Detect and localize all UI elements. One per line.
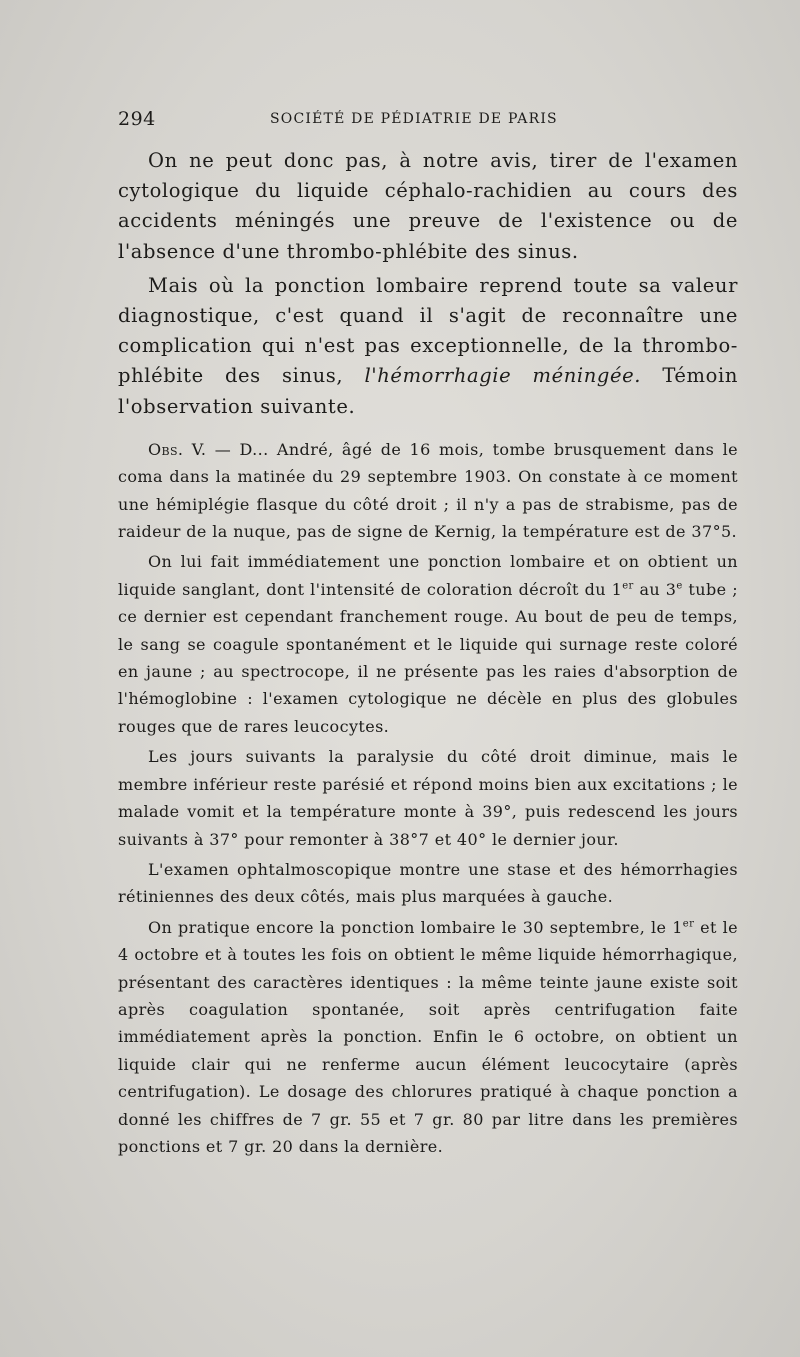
- observation-label: Obs. V.: [148, 439, 207, 459]
- paragraph-diagnostic: [118, 271, 738, 422]
- paragraph-text: au 3: [633, 579, 677, 599]
- paragraph-text: On lui fait immédiatement une ponction lombaire et on obtient un liquide sanglant, dont l'intensité de coloration décroît du 1: [118, 552, 738, 599]
- superscript: e: [676, 580, 683, 592]
- observation-paragraph: [118, 914, 738, 1161]
- paragraph-text: Témoin l'observation suivante.: [118, 364, 738, 418]
- observation-paragraph: L'examen ophtalmoscopique montre une stase et des hémorrhagies rétiniennes des deux côtés, mais plus marquées à gauche.: [118, 859, 738, 907]
- paragraph-conclusion: On ne peut donc pas, à notre avis, tirer de l'examen cytologique du liquide céphalo-rachidien au cours des accidents méningés une preuve de l'existence ou de l'absence d'une thrombo-phlébite des sinus.: [118, 149, 738, 263]
- observation-paragraph: [118, 548, 738, 740]
- page-number: 294: [118, 108, 156, 130]
- observation-paragraph: [118, 436, 738, 546]
- page-header: [118, 108, 736, 138]
- paragraph-text: — D... André, âgé de 16 mois, tombe brusquement dans le coma dans la matinée du 29 septembre 1903. On constate à ce moment une hémiplégie flasque du côté droit ; il n'y a pas de strabisme, pas de raideur de la nuque, pas de signe de Kernig, la température est de 37°5.: [118, 439, 738, 542]
- paragraph-text: et le 4 octobre et à toutes les fois on obtient le même liquide hémorrhagique, présentant des caractères identiques : la même teinte jaune existe soit après coagulation spontanée, soit après centrifugation faite immédiatement après la ponction. Enfin le 6 octobre, on obtient un liquide clair qui ne renferme aucun élément leucocytaire (après centrifugation). Le dosage des chlorures pratiqué à chaque ponction a donné les chiffres de 7 gr. 55 et 7 gr. 80 par litre dans les premières ponctions et 7 gr. 20 dans la dernière.: [118, 917, 738, 1156]
- paragraph-text: On pratique encore la ponction lombaire le 30 septembre, le 1: [148, 917, 683, 937]
- superscript: er: [682, 918, 695, 930]
- paragraph-text: tube ; ce dernier est cependant franchement rouge. Au bout de peu de temps, le sang se coagule spontanément et le liquide qui surnage reste coloré en jaune ; au spectrocope, il ne présente pas les raies d'absorption de l'hémoglobine : l'examen cytologique ne décèle en plus des globules rouges que de rares leucocytes.: [118, 579, 738, 736]
- paragraph-text: Mais où la ponction lombaire reprend toute sa valeur diagnostique, c'est quand il s'agit de reconnaître une complication qui n'est pas exceptionnelle, de la thrombo-phlébite des sinus,: [118, 273, 738, 388]
- running-title: SOCIÉTÉ DE PÉDIATRIE DE PARIS: [270, 111, 558, 127]
- observation-block: [118, 436, 738, 1161]
- superscript: er: [622, 580, 634, 592]
- observation-paragraph: Les jours suivants la paralysie du côté droit diminue, mais le membre inférieur reste parésié et répond moins bien aux excitations ; le malade vomit et la température monte à 39°, puis redescend les jours suivants à 37° pour remonter à 38°7 et 40° le dernier jour.: [118, 747, 738, 849]
- body-text: [118, 146, 738, 1160]
- emphasis-text: l'hémorrhagie méningée.: [364, 364, 642, 388]
